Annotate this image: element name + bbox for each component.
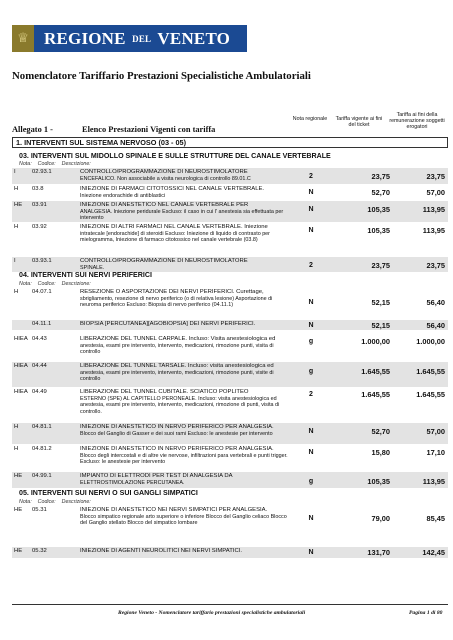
table-row: HE 04.99.1 IMPIANTO DI ELETTRODI PER TEST DI ANALGESIA DA ELETTROSTIMOLAZIONE PERCUTANEA. g 105,35 113,95 bbox=[12, 472, 448, 488]
table-row: HE 03.91 INIEZIONE DI ANESTETICO NEL CANALE VERTEBRALE PER ANALGESIA. Iniezione peridurale Escluso: il caso in cui l' anestesia sia effettuata per intervento N 105,35 113,95 bbox=[12, 201, 448, 222]
table-row: HE 05.31 INIEZIONE DI ANESTETICO NEI NERVI SIMPATICI PER ANALGESIA. Blocco simpatico regionale arto superiore o inferiore Blocco del Ganglio celiaco Blocco del Ganglio stellato Blocco del simpatico lombare N 79,00 85,45 bbox=[14, 507, 445, 526]
table-row: HE 05.32 INIEZIONE DI AGENTI NEUROLITICI NEI NERVI SIMPATICI. N 131,70 142,45 bbox=[12, 547, 448, 558]
regione-veneto-logo bbox=[12, 25, 247, 52]
table-row: H 04.81.2 INIEZIONE DI ANESTETICO IN NERVO PERIFERICO PER ANALGESIA. Blocco degli intercostali e di altre vie nervose, infiltrazioni para vertebrali e punti trigger. Escluso: le anestesie per intervento N 15,80 17,10 bbox=[14, 446, 445, 465]
table-row: H 03.92 INIEZIONE DI ALTRI FARMACI NEL CANALE VERTEBRALE. Iniezione intratecale [endorachide] di steroidi Escluso: Iniezione di liquido di contrasto per mielogramma, Iniezione di farmaco citotossico nel canale vertebrale (03.8) N 105,35 113,95 bbox=[14, 224, 445, 243]
logo-text: REGIONE DEL VENETO bbox=[44, 28, 231, 48]
table-row: H 04.81.1 INIEZIONE DI ANESTETICO IN NERVO PERIFERICO PER ANALGESIA. Blocco del Ganglio di Gasser e dei suoi rami Escluso: le anestesie per intervento N 52,70 57,00 bbox=[12, 423, 448, 444]
subsection-title: 03. INTERVENTI SUL MIDOLLO SPINALE E SULLE STRUTTURE DEL CANALE VERTEBRALE bbox=[19, 152, 331, 160]
table-row: H 04.07.1 RESEZIONE O ASPORTAZIONE DEI NERVI PERIFERICI. Curettage, sbrigliamento, resezione di nervo periferico (o di relativa lesione) Asportazione di neuroma periferico Escluso: Biopsia di nervo periferico (04.11.1) N 52,15 56,40 bbox=[14, 289, 445, 308]
table-row: 04.11.1 BIOPSIA [PERCUTANEA][AGOBIOPSIA] DEI NERVI PERIFERICI. N 52,15 56,40 bbox=[12, 320, 448, 330]
subsection-title: 05. INTERVENTI SUI NERVI O SUI GANGLI SIMPATICI bbox=[19, 489, 198, 497]
column-legend: Nota: Codice: Descrizione: bbox=[19, 281, 91, 287]
allegato-title: Elenco Prestazioni Vigenti con tariffa bbox=[82, 125, 216, 134]
table-row: HIEA 04.43 LIBERAZIONE DEL TUNNEL CARPALE. Incluso: Visita anestesiologica ed anestesia, esami pre intervento, intervento, medicazioni, rimozione punti, visita di controllo g 1.000,00 1.000,00 bbox=[14, 336, 445, 355]
column-header-remunerazione: Tariffa ai fini della remunerazione soggetti erogatori bbox=[389, 112, 445, 131]
column-legend: Nota: Codice: Descrizione: bbox=[19, 499, 91, 505]
subsection-title: 04. INTERVENTI SUI NERVI PERIFERICI bbox=[19, 271, 152, 279]
allegato-label: Allegato 1 - bbox=[12, 125, 53, 134]
column-header-nota: Nota regionale bbox=[292, 116, 328, 122]
table-row: I 03.93.1 CONTROLLO/PROGRAMMAZIONE DI NEUROSTIMOLATORE SPINALE. 2 23,75 23,75 bbox=[12, 257, 448, 272]
document-title: Nomenclatore Tariffario Prestazioni Specialistiche Ambulatoriali bbox=[12, 70, 311, 82]
lion-emblem-icon: ♕ bbox=[12, 25, 34, 52]
footer-text: Regione Veneto - Nomenclatore tariffario prestazioni specialistiche ambulatoriali bbox=[118, 610, 306, 616]
section-title: 1. INTERVENTI SUL SISTEMA NERVOSO (03 - 05) bbox=[12, 137, 448, 148]
table-row: HIEA 04.44 LIBERAZIONE DEL TUNNEL TARSALE. Incluso: visita anestesiologica ed anestesia, esami pre intervento, intervento, medicazioni, rimozione punti, visite di controllo g 1.645,55 1.645,55 bbox=[12, 362, 448, 387]
table-row: HIEA 04.49 LIBERAZIONE DEL TUNNEL CUBITALE. SCIATICO POPLITEO ESTERNO (SPE) AL CAPITELLO PERONEALE. Incluso: visita anestesiologica ed anestesia, esami pre intervento, intervento, medicazioni, rimozione di punti, visita di controllo. 2 1.645,55 1.645,55 bbox=[14, 389, 445, 415]
table-row: H 03.8 INIEZIONE DI FARMACI CITOTOSSICI NEL CANALE VERTEBRALE. Iniezione endorachide di antiblastici N 52,70 57,00 bbox=[14, 186, 445, 199]
footer-divider bbox=[12, 604, 448, 605]
table-row: I 02.93.1 CONTROLLO/PROGRAMMAZIONE DI NEUROSTIMOLATORE ENCEFALICO. Non associabile a visita neurologica di controllo 89.01.C 2 23,75 23,75 bbox=[12, 168, 448, 184]
column-legend: Nota: Codice: Descrizione: bbox=[19, 161, 91, 167]
column-header-ticket: Tariffa vigente ai fini del ticket bbox=[335, 116, 383, 129]
page-number: Pagina 1 di 80 bbox=[409, 610, 443, 616]
